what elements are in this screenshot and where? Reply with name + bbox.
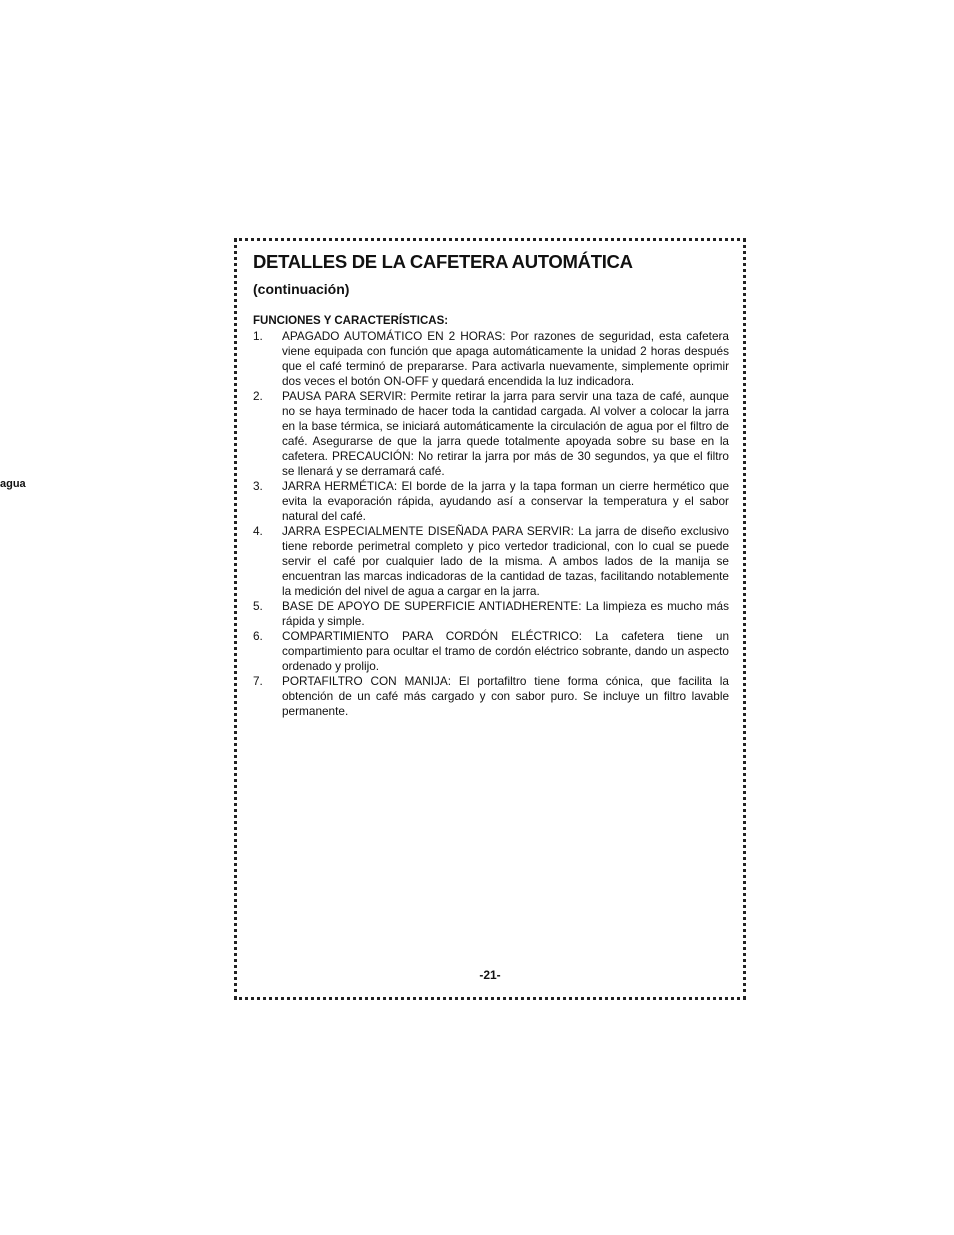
list-item-text: JARRA ESPECIALMENTE DISEÑADA PARA SERVIR: La jarra de diseño exclusivo tiene reborde perimetral completo y pico vertedor tradicional, con lo cual se puede servir el café por cualquier lado de la misma. A ambos lados de la manija se encuentran las marcas indicadoras de la cantidad de tazas, facilitando notablemente la medición del nivel de agua a cargar en la jarra.	[282, 524, 729, 598]
section-heading: FUNCIONES Y CARACTERÍSTICAS:	[253, 315, 449, 327]
list-item-text: JARRA HERMÉTICA: El borde de la jarra y la tapa forman un cierre hermético que evita la evaporación rápida, ayudando así a conservar la temperatura y el sabor natural del café.	[282, 479, 729, 523]
list-item	[253, 674, 729, 719]
page-content	[253, 250, 729, 719]
list-item-text: PAUSA PARA SERVIR: Permite retirar la jarra para servir una taza de café, aunque no se haya terminado de hacer toda la cantidad cargada. Al volver a colocar la jarra en la base térmica, se iniciará automáticamente la circulación de agua por el filtro de café. Asegurarse de que la jarra quede totalmente apoyada sobre su base en la cafetera. PRECAUCIÓN: No retirar la jarra por más de 30 segundos, ya que el filtro se llenará y se derramará café.	[282, 389, 729, 478]
list-item	[253, 329, 729, 389]
list-item-text: PORTAFILTRO CON MANIJA: El portafiltro tiene forma cónica, que facilita la obtención de un café más cargado y con sabor puro. Se incluye un filtro lavable permanente.	[282, 674, 729, 718]
list-item-text: BASE DE APOYO DE SUPERFICIE ANTIADHERENTE: La limpieza es mucho más rápida y simple.	[282, 599, 729, 628]
list-item	[253, 524, 729, 599]
list-item	[253, 599, 729, 629]
list-item-number: 2.	[253, 389, 263, 403]
page-title: DETALLES DE LA CAFETERA AUTOMÁTICA	[253, 251, 633, 272]
page-number: -21-	[479, 968, 501, 982]
features-list	[253, 329, 729, 719]
list-item-text: APAGADO AUTOMÁTICO EN 2 HORAS: Por razones de seguridad, esta cafetera viene equipada con función que apaga automáticamente la unidad 2 horas después que el café terminó de prepararse. Para activarla nuevamente, simplemente oprimir dos veces el botón ON-OFF y quedará encendida la luz indicadora.	[282, 329, 729, 388]
list-item-number: 7.	[253, 674, 263, 688]
list-item-number: 1.	[253, 329, 263, 343]
list-item-text: COMPARTIMIENTO PARA CORDÓN ELÉCTRICO: La cafetera tiene un compartimiento para ocultar el tramo de cordón eléctrico sobrante, dando un aspecto ordenado y prolijo.	[282, 629, 729, 673]
list-item-number: 3.	[253, 479, 263, 493]
page-subtitle: (continuación)	[253, 281, 350, 297]
margin-note: agua	[0, 478, 26, 490]
list-item	[253, 629, 729, 674]
list-item-number: 5.	[253, 599, 263, 613]
list-item-number: 4.	[253, 524, 263, 538]
list-item	[253, 479, 729, 524]
list-item-number: 6.	[253, 629, 263, 643]
list-item	[253, 389, 729, 479]
